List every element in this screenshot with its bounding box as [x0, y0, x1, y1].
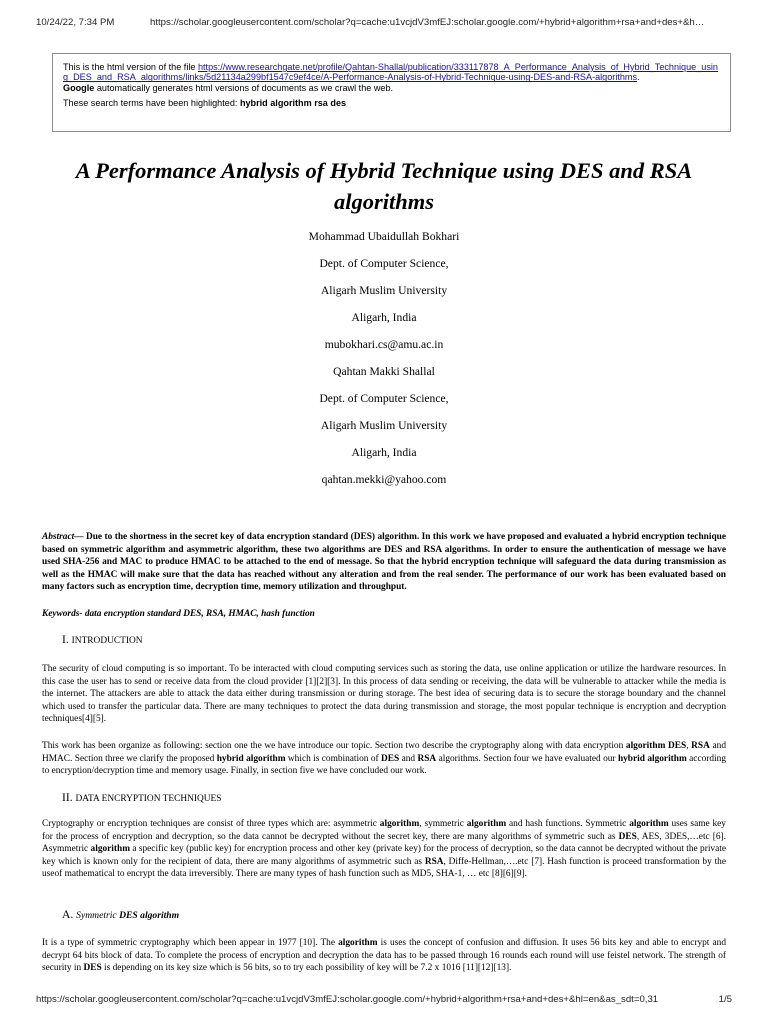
paper-title: A Performance Analysis of Hybrid Technique using DES and RSA algorithms: [75, 158, 693, 214]
highlighted-term: algorithm: [90, 844, 130, 855]
author-2-name: Qahtan Makki Shallal: [333, 365, 435, 378]
highlighted-term: hybrid algorithm: [617, 753, 687, 764]
text-run: , Diffe-Hellman,….etc [7]. Hash function is proceed transformation by the useof mathematical to encrypt the data irreversibly. There are many types of hash function such as MD5, SHA-1, … etc [8][6][9].: [42, 856, 726, 880]
cache-notice-file-line: [63, 62, 720, 83]
text-run: It is a type of symmetric cryptography which been appear in 1977 [10]. The: [42, 938, 339, 948]
cache-notice-link-end: .: [637, 72, 640, 83]
author-1-university: Aligarh Muslim University: [320, 284, 448, 297]
intro-paragraph-1: The security of cloud computing is so important. To be interacted with cloud computing services such as storing the data, use online application or utilize the hardware resources. In this case the user has to send or receive data from the cloud provider [1][2][3]. In this process of data sending or receiving, the data will be vulnerable to attacker while the media is the internet. The attackers are able to attack the data either during transmission or during storage. The best idea of securing data is to secure the storage boundary and the channel which used to transfer the particular data. There are many techniques to protect the data during transmission and storage, the most popular technique is encryption and decryption techniques[4][5].: [42, 664, 726, 725]
highlighted-term: RSA: [417, 753, 437, 764]
page-number: 1/5: [718, 994, 732, 1005]
intro-paragraph-2: [42, 740, 726, 778]
text-run: This work has been organize as following: section one the we have introduce our topic. Section two describe the cryptography along with data encryption: [42, 741, 626, 751]
author-block: [0, 228, 768, 498]
cache-notice-google-line: [63, 83, 720, 93]
author-2-location: Aligarh, India: [351, 446, 417, 459]
print-datetime: 10/24/22, 7:34 PM: [36, 17, 115, 28]
highlighted-term: DES: [381, 753, 400, 764]
section-number: I.: [62, 633, 72, 646]
text-run: a specific key (public key) for encryption process and other key (private key) for the process of decryption, so the data cannot be decrypted without the private key which is known only for the recipient of data, there are many algorithms of asymmetric such as: [42, 844, 726, 867]
section-title: INTRODUCTION: [71, 636, 143, 646]
encryption-paragraph: [42, 818, 726, 881]
section-title: DATA ENCRYPTION TECHNIQUES: [75, 794, 222, 804]
highlighted-term: algorithm: [338, 938, 378, 948]
author-2-university: Aligarh Muslim University: [320, 419, 448, 432]
search-terms-prefix: These search terms have been highlighted:: [63, 98, 240, 109]
text-run: algorithms. Section four we have evaluated our: [436, 753, 618, 764]
highlighted-term: hybrid algorithm: [216, 753, 286, 764]
google-label: Google: [63, 82, 95, 93]
section-heading-data-encryption: [62, 791, 222, 804]
text-run: according to encryption/decryption time and memory usage. Finally, in section five we have concluded our work.: [42, 753, 727, 777]
print-header: [0, 0, 768, 40]
highlighted-term: algorithm: [379, 819, 420, 829]
source-pdf-link[interactable]: https://www.researchgate.net/profile/Qahtan-Shallal/publication/333117878_A_Performance_Analysis_of_Hybrid_Technique_using_DES_and_RSA_algorithms/links/5d21134a299bf1547c9ef4ce/A-Performance-Analysis-of-Hybrid-Technique-using-DES-and-RSA-algorithms: [63, 62, 718, 83]
text-run: uses same key for the process of encryption and decryption, so the data cannot be decrypted without the secret key, there are many algorithms of symmetric such as: [42, 819, 726, 842]
print-header-url: https://scholar.googleusercontent.com/scholar?q=cache:u1vcjdV3mfEJ:scholar.google.com/+hybrid+algorithm+rsa+and+des+&h…: [150, 17, 705, 28]
author-1-location: Aligarh, India: [351, 311, 417, 324]
author-1-dept: Dept. of Computer Science,: [319, 257, 449, 270]
text-run: is depending on its key size which is 56 bits, so to try each possibility of key will be 7.2 x 1016 [11][12][13].: [101, 963, 512, 974]
abstract: [42, 531, 726, 594]
text-run: ,: [686, 741, 692, 751]
des-paragraph: [42, 937, 726, 975]
section-heading-introduction: [62, 633, 143, 646]
subsection-title-pre: Symmetric: [76, 910, 120, 921]
subsection-number: A.: [62, 908, 77, 921]
keywords: Keywords- data encryption standard DES, RSA, HMAC, hash function: [42, 609, 315, 619]
text-run: Cryptography or encryption techniques are consist of three types which are: asymmetric: [42, 819, 380, 829]
text-run: and hash functions. Symmetric: [506, 819, 630, 829]
text-run: which is combination of: [285, 753, 382, 764]
text-run: and: [399, 753, 418, 764]
print-footer-url: https://scholar.googleusercontent.com/scholar?q=cache:u1vcjdV3mfEJ:scholar.google.com/+hybrid+algorithm+rsa+and+des+&hl=en&as_sdt=0,31: [36, 994, 659, 1005]
highlighted-term: DES: [618, 831, 637, 842]
text-run: , AES, 3DES,…etc [6]. Asymmetric: [42, 831, 727, 855]
google-note: automatically generates html versions of documents as we crawl the web.: [94, 82, 394, 93]
section-number: II.: [62, 791, 76, 804]
highlighted-term: algorithm: [625, 741, 666, 751]
text-run: and HMAC. Section three we clarify the proposed: [42, 741, 727, 764]
highlighted-term: RSA: [424, 856, 444, 867]
search-terms: hybrid algorithm rsa des: [239, 98, 347, 109]
cache-notice-intro: This is the html version of the file: [63, 62, 198, 72]
highlighted-term: RSA: [691, 741, 710, 751]
abstract-text: Due to the shortness in the secret key of data encryption standard (DES) algorithm. In this work we have proposed and evaluated a hybrid encryption technique based on symmetric algorithm and asymmetric algorithm, these two algorithms are DES and RSA algorithms. In order to ensure the authentication of message we have used SHA-256 and MAC to produce HMAC to be attached to the end of message. So that the hybrid encryption technique will safeguard the data during transmission as well as the HMAC will make sure that the data has reached without any alteration and from the real sender. The performance of our work has been evaluated based on many factors such as encryption time, decryption time, memory utilization and throughput.: [42, 532, 726, 593]
subsection-heading-des: [62, 908, 179, 921]
subsection-title-post: algorithm: [137, 910, 180, 921]
abstract-lead: Abstract—: [42, 532, 84, 542]
cache-notice-box: [52, 53, 731, 132]
author-1-name: Mohammad Ubaidullah Bokhari: [308, 230, 460, 243]
author-2-dept: Dept. of Computer Science,: [319, 392, 449, 405]
highlighted-term: DES: [668, 741, 687, 751]
search-terms-line: [63, 98, 720, 108]
text-run: is uses the concept of confusion and diffusion. It uses 56 bits key and able to encrypt and decrypt 64 bits block of data. To complete the process of encryption and decryption the data has to be passed through 16 rounds each round will use feistel network. The strength of security in: [42, 938, 726, 974]
highlighted-term: DES: [83, 963, 102, 974]
highlighted-term: algorithm: [466, 819, 507, 829]
text-run: , symmetric: [419, 819, 467, 829]
subsection-title-highlight: DES: [119, 910, 138, 921]
author-1-email: mubokhari.cs@amu.ac.in: [324, 338, 444, 351]
highlighted-term: algorithm: [629, 819, 669, 829]
author-2-email: qahtan.mekki@yahoo.com: [321, 473, 447, 486]
